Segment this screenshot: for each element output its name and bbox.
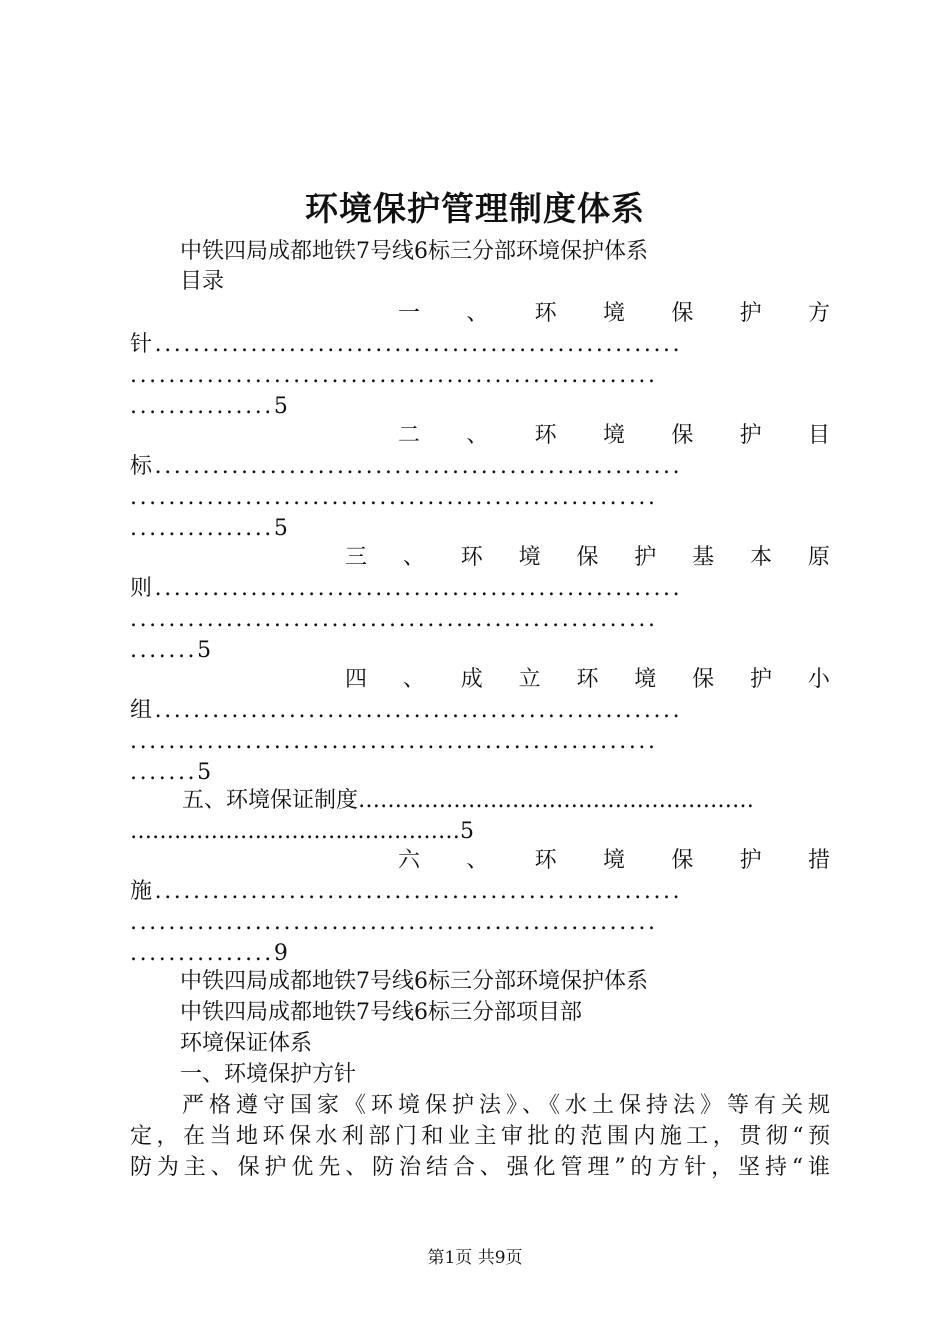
toc-entry-2-leader: ....................................................... xyxy=(130,485,658,510)
paragraph-line: 定，在当地环保水利部门和业主审批的范围内施工，贯彻“预 xyxy=(130,1124,830,1149)
toc-entry-6-title[interactable]: 六 、 环 境 保 护 措 xyxy=(398,848,830,873)
toc-entry-3-leader: 则....................................................... xyxy=(130,576,683,601)
page-footer: 第1页 共9页 xyxy=(427,1248,523,1268)
toc-entry-3-leader: ....................................................... xyxy=(130,607,658,632)
toc-entry-1-leader: 针....................................................... xyxy=(130,332,683,357)
toc-entry-1-leader: ....................................................... xyxy=(130,363,658,388)
paragraph-line: 严格遵守国家《环境保护法》、《水土保持法》等有关规 xyxy=(182,1093,830,1118)
toc-entry-6-leader: 施....................................................... xyxy=(130,879,683,904)
repeat-heading: 中铁四局成都地铁7号线6标三分部环境保护体系 xyxy=(180,969,648,994)
toc-entry-2-title[interactable]: 二 、 环 境 保 护 目 xyxy=(398,423,830,448)
toc-entry-1-title[interactable]: 一 、 环 境 保 护 方 xyxy=(398,301,830,326)
toc-entry-5-title[interactable]: 五、环境保证制度……………………………………………… xyxy=(182,788,755,813)
toc-entry-4-page: .......5 xyxy=(130,760,214,785)
subtitle: 中铁四局成都地铁7号线6标三分部环境保护体系 xyxy=(180,239,648,264)
project-department: 中铁四局成都地铁7号线6标三分部项目部 xyxy=(180,1000,582,1025)
toc-entry-2-page: ...............5 xyxy=(130,516,291,541)
toc-entry-6-page: ...............9 xyxy=(130,941,291,966)
toc-entry-2-leader: 标....................................................... xyxy=(130,454,683,479)
toc-label: 目录 xyxy=(180,269,225,294)
section-heading: 一、环境保护方针 xyxy=(180,1062,357,1087)
paragraph-line: 防为主、保护优先、防治结合、强化管理”的方针，坚持“谁 xyxy=(130,1155,830,1180)
toc-entry-3-title[interactable]: 三 、 环 境 保 护 基 本 原 xyxy=(345,545,830,570)
toc-entry-3-page: .......5 xyxy=(130,638,214,663)
toc-entry-1-page: ...............5 xyxy=(130,394,291,419)
toc-entry-4-title[interactable]: 四 、 成 立 环 境 保 护 小 xyxy=(345,667,830,692)
toc-entry-4-leader: 组....................................................... xyxy=(130,698,683,723)
document-title: 环境保护管理制度体系 xyxy=(305,189,645,228)
toc-entry-5-page: ………………………………………5 xyxy=(130,819,474,844)
system-label: 环境保证体系 xyxy=(180,1031,313,1056)
toc-entry-6-leader: ....................................................... xyxy=(130,910,658,935)
toc-entry-4-leader: ....................................................... xyxy=(130,729,658,754)
